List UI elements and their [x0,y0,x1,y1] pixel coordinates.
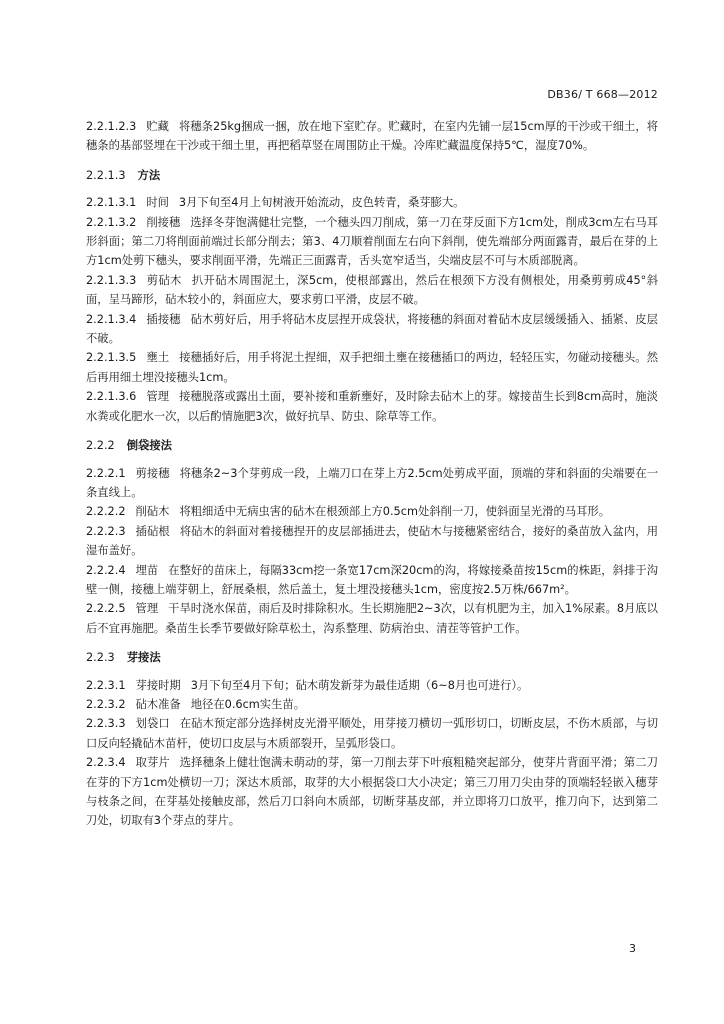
clause-term: 削接穗 [146,215,181,229]
section-number: 2.2.3 [86,651,115,665]
paragraph [86,695,658,714]
clause-number: 2.2.2.5 [86,602,126,616]
clause-number: 2.2.3.3 [86,717,126,731]
clause-term: 管理 [146,390,170,404]
clause-term: 取芽片 [135,756,170,770]
clause-term: 贮藏 [146,120,170,133]
clause-text: 接穗脱落或露出土面，要补接和重新壅好，及时除去砧木上的芽。嫁接苗生长到8cm高时，施淡水粪或化肥水一次，以后酌情施肥3次，做好抗旱、防虫、除草等工作。 [86,390,658,423]
clause-term: 剪接穗 [135,466,170,480]
clause-text: 将穗条25kg捆成一捆，放在地下室贮存。贮藏时，在室内先铺一层15cm厚的干沙或干细土，将穗条的基部竖埋在干沙或干细土里，再把稻草竖在周围防止干燥。冷库贮藏温度保持5℃，湿度70%。 [86,120,658,153]
section-heading [86,436,658,455]
section-title: 方法 [137,168,161,182]
clause-number: 2.2.1.2.3 [86,120,137,133]
document-body [86,117,658,831]
clause-number: 2.2.3.4 [86,756,126,770]
clause-number: 2.2.1.3.4 [86,312,137,326]
paragraph [86,117,658,156]
clause-term: 剪砧木 [146,273,182,287]
clause-term: 砧木准备 [135,697,181,711]
clause-number: 2.2.3.2 [86,697,126,711]
section-heading [86,648,658,667]
clause-term: 插接穗 [146,312,181,326]
standard-code: DB36/ T 668—2012 [547,88,658,101]
clause-number: 2.2.3.1 [86,678,126,692]
clause-number: 2.2.1.3.6 [86,390,137,404]
paragraph [86,714,658,753]
paragraph [86,753,658,831]
clause-text: 3月下旬至4月下旬；砧木萌发新芽为最佳适期（6~8月也可进行）。 [190,678,529,692]
clause-number: 2.2.2.1 [86,466,126,480]
clause-text: 地径在0.6cm实生苗。 [190,697,305,711]
paragraph [86,676,658,695]
paragraph [86,271,658,310]
clause-number: 2.2.1.3.5 [86,351,137,365]
clause-term: 壅土 [146,351,170,365]
paragraph [86,464,658,503]
clause-number: 2.2.2.3 [86,524,126,538]
section-heading [86,166,658,185]
clause-number: 2.2.2.2 [86,505,126,519]
section-number: 2.2.1.3 [86,168,126,182]
clause-term: 芽接时期 [135,678,181,692]
paragraph [86,387,658,426]
clause-text: 选择冬芽饱满健壮完整，一个穗头四刀削成，第一刀在芽反面下方1cm处，削成3cm左右马耳形斜面；第二刀将削面前端过长部分削去；第3、4刀顺着削面左右向下斜削，使先端部分两面露青，最后在芽的上方1cm处剪下穗头，要求削面平滑，先端正三面露青，舌头宽窄适当，尖端皮层不可与木质部脱离。 [86,215,658,268]
clause-text: 选择穗条上健壮饱满未萌动的芽，第一刀削去芽下叶痕粗糙突起部分，使芽片背面平滑；第二刀在芽的下方1cm处横切一刀；深达木质部，取芽的大小根据袋口大小决定；第三刀用刀尖由芽的顶端轻轻嵌入穗芽与枝条之间，在芽基处接触皮部，然后刀口斜向木质部，切断芽基皮部，并立即将刀口放平，推刀向下，达到第二刀处，切取有3个芽点的芽片。 [86,756,658,828]
clause-term: 埋苗 [135,563,159,577]
paragraph [86,348,658,387]
clause-number: 2.2.1.3.3 [86,273,137,287]
paragraph [86,522,658,561]
clause-text: 3月下旬至4月上旬树液开始流动，皮色转青，桑芽膨大。 [178,196,465,210]
paragraph [86,502,658,521]
clause-text: 在砧木预定部分选择树皮光滑平顺处，用芽接刀横切一弧形切口，切断皮层，不伤木质部，与切口反向轻撬砧木苗杆，使切口皮层与木质部裂开，呈弧形袋口。 [86,717,658,750]
paragraph [86,561,658,600]
clause-term: 插砧根 [135,524,170,538]
clause-term: 削砧木 [135,505,170,519]
clause-text: 在整好的苗床上，每隔33cm挖一条宽17cm深20cm的沟，将嫁接桑苗按15cm的株距，斜排于沟壁一侧，接穗上端芽朝上，舒展桑根，然后盖土，复土埋没接穗头1cm，密度按2.5万株/667m²。 [86,563,658,596]
clause-number: 2.2.2.4 [86,563,126,577]
clause-term: 管理 [135,602,159,616]
clause-text: 扒开砧木周围泥土，深5cm，使根部露出，然后在根颈下方没有侧根处，用桑剪剪成45°斜面，呈马蹄形，砧木较小的，斜面应大，要求剪口平滑，皮层不破。 [86,273,658,307]
paragraph [86,193,658,212]
section-title: 倒袋接法 [126,439,172,453]
clause-text: 干旱时浇水保苗，雨后及时排除积水。生长期施肥2~3次，以有机肥为主，加入1%尿素。8月底以后不宜再施肥。桑苗生长季节要做好除草松土，沟系整理、防病治虫、清茬等管护工作。 [86,602,658,635]
page-number: 3 [629,942,636,955]
paragraph [86,310,658,349]
clause-text: 将砧木的斜面对着接穗捏开的皮层部插进去，使砧木与接穗紧密结合，接好的桑苗放入盆内，用湿布盖好。 [86,524,658,558]
section-title: 芽接法 [126,651,161,665]
clause-term: 时间 [146,196,169,210]
clause-text: 接穗插好后，用手将泥土捏细，双手把细土壅在接穗插口的两边，轻轻压实，勿碰动接穗头。然后再用细土埋没接穗头1cm。 [86,351,658,384]
clause-number: 2.2.1.3.1 [86,196,137,210]
paragraph [86,599,658,638]
clause-text: 将粗细适中无病虫害的砧木在根颈部上方0.5cm处斜削一刀，使斜面呈光滑的马耳形。 [179,505,611,519]
clause-text: 将穗条2~3个芽剪成一段，上端刀口在芽上方2.5cm处剪成平面，顶端的芽和斜面的尖端要在一条直线上。 [86,466,658,499]
clause-number: 2.2.1.3.2 [86,215,137,229]
paragraph [86,213,658,271]
section-number: 2.2.2 [86,439,115,453]
clause-text: 砧木剪好后，用手将砧木皮层捏开成袋状，将接穗的斜面对着砧木皮层缓缓插入、插紧、皮层不破。 [86,312,658,346]
clause-term: 划袋口 [135,717,170,731]
